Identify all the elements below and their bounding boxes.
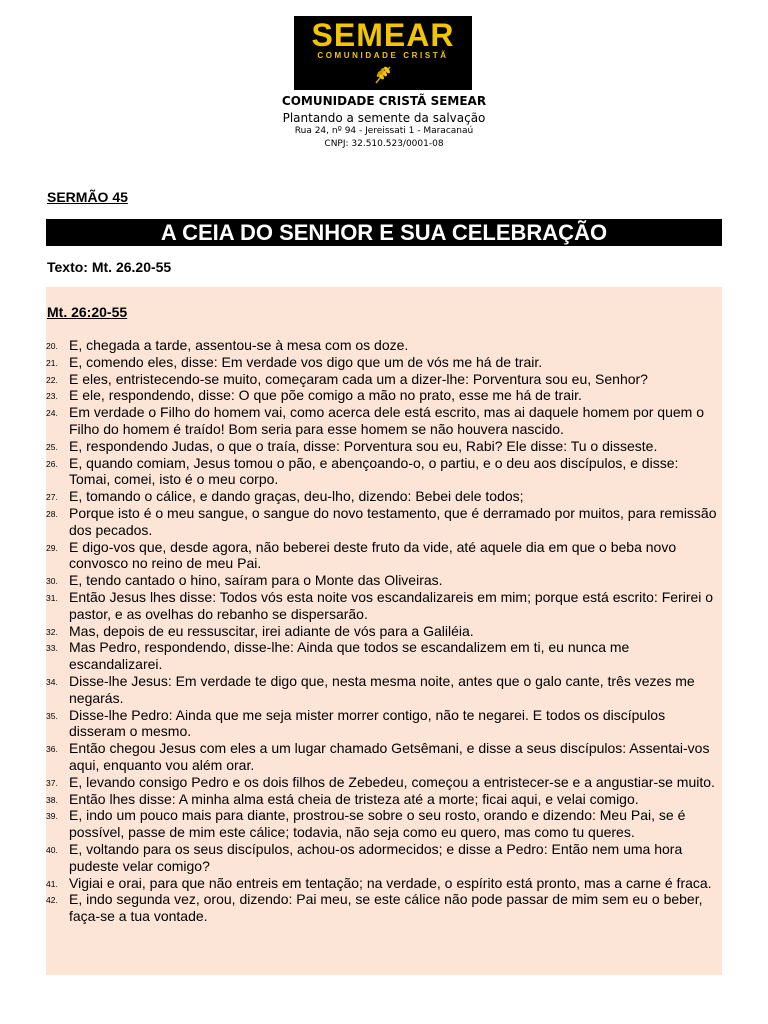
verse-item xyxy=(46,371,722,388)
verse-item xyxy=(46,539,722,573)
verse-item xyxy=(46,623,722,640)
verse-text: Mas Pedro, respondendo, disse-lhe: Ainda que todos se escandalizem em ti, eu nunca me escandalizarei. xyxy=(69,639,630,673)
verse-number: 34. xyxy=(46,676,58,687)
verse-item xyxy=(46,875,722,892)
verse-item xyxy=(46,455,722,489)
text-reference: Texto: Mt. 26.20-55 xyxy=(47,259,172,275)
verse-number: 33. xyxy=(46,643,58,654)
verse-text: Em verdade o Filho do homem vai, como acerca dele está escrito, mas ai daquele homem por quem o Filho do homem é traído! Bom seria para esse homem se não houvera nascido. xyxy=(69,404,704,437)
verse-item xyxy=(46,774,722,791)
verse-text: Disse-lhe Jesus: Em verdade te digo que, nesta mesma noite, antes que o galo cante, três vezes me negarás. xyxy=(69,672,695,706)
verse-text: Então chegou Jesus com eles a um lugar chamado Getsêmani, e disse a seus discípulos: Assentai-vos aqui, enquanto vou além orar. xyxy=(69,740,710,773)
verse-text: E, respondendo Judas, o que o traía, disse: Porventura sou eu, Rabi? Ele disse: Tu o disseste. xyxy=(69,437,658,454)
logo-name: SEMEAR xyxy=(311,17,455,53)
verse-item xyxy=(46,707,722,741)
passage-box xyxy=(46,287,722,975)
verse-number: 39. xyxy=(46,811,58,822)
org-name: COMUNIDADE CRISTÃ SEMEAR xyxy=(281,94,487,108)
verse-number: 23. xyxy=(46,391,58,402)
verse-text: E, voltando para os seus discípulos, achou-os adormecidos; e disse a Pedro: Então nem uma hora pudeste velar comigo? xyxy=(69,840,683,874)
verse-text: E, tendo cantado o hino, saíram para o Monte das Oliveiras. xyxy=(69,572,443,589)
verse-item xyxy=(46,807,722,841)
org-cnpj: CNPJ: 32.510.523/0001-08 xyxy=(324,139,444,149)
verse-number: 35. xyxy=(46,710,58,721)
verse-text: E, comendo eles, disse: Em verdade vos digo que um de vós me há de trair. xyxy=(69,353,543,370)
verse-item xyxy=(46,488,722,505)
verse-number: 36. xyxy=(46,744,58,755)
logo-subtitle: COMUNIDADE CRISTÃ xyxy=(317,51,449,60)
verse-text: E, indo um pouco mais para diante, prostrou-se sobre o seu rosto, orando e dizendo: Meu Pai, se é possível, passe de mim este cálice; todavia, não seja como eu quero, mas como tu queres. xyxy=(69,807,686,841)
verse-number: 27. xyxy=(46,492,58,503)
verse-text: Então Jesus lhes disse: Todos vós esta noite vos escandalizareis em mim; porque está escrito: Ferirei o pastor, e as ovelhas do rebanho se dispersarão. xyxy=(69,588,714,622)
verse-number: 41. xyxy=(46,878,58,889)
verse-number: 21. xyxy=(46,357,58,368)
verse-text: Porque isto é o meu sangue, o sangue do novo testamento, que é derramado por muitos, para remissão dos pecados. xyxy=(69,504,717,538)
verse-text: E ele, respondendo, disse: O que põe comigo a mão no prato, esse me há de trair. xyxy=(69,387,582,404)
verse-number: 22. xyxy=(46,374,58,385)
verse-item xyxy=(46,740,722,774)
sermon-number: SERMÃO 45 xyxy=(47,189,128,205)
church-logo xyxy=(294,16,472,90)
verse-number: 24. xyxy=(46,408,58,419)
verse-list xyxy=(46,337,722,925)
verse-item xyxy=(46,337,722,354)
verse-text: E, indo segunda vez, orou, dizendo: Pai meu, se este cálice não pode passar de mim sem eu o beber, faça-se a tua vontade. xyxy=(69,891,703,925)
verse-number: 29. xyxy=(46,542,58,553)
verse-item xyxy=(46,438,722,455)
verse-item xyxy=(46,891,722,925)
verse-item xyxy=(46,791,722,808)
sermon-title: A CEIA DO SENHOR E SUA CELEBRAÇÃO xyxy=(46,219,722,246)
verse-number: 32. xyxy=(46,626,58,637)
verse-item xyxy=(46,572,722,589)
verse-item xyxy=(46,387,722,404)
verse-text: E, chegada a tarde, assentou-se à mesa com os doze. xyxy=(69,337,409,353)
verse-text: E, levando consigo Pedro e os dois filhos de Zebedeu, começou a entristecer-se e a angustiar-se muito. xyxy=(69,773,715,790)
verse-number: 30. xyxy=(46,576,58,587)
verse-item xyxy=(46,589,722,623)
verse-text: Então lhes disse: A minha alma está cheia de tristeza até a morte; ficai aqui, e velai comigo. xyxy=(69,790,639,807)
verse-text: Disse-lhe Pedro: Ainda que me seja mister morrer contigo, não te negarei. E todos os discípulos disseram o mesmo. xyxy=(69,706,666,740)
verse-item xyxy=(46,505,722,539)
verse-number: 40. xyxy=(46,844,58,855)
verse-text: E, quando comiam, Jesus tomou o pão, e abençoando-o, o partiu, e o deu aos discípulos, e disse: Tomai, comei, isto é o meu corpo. xyxy=(69,454,679,488)
verse-item xyxy=(46,404,722,438)
verse-number: 20. xyxy=(46,341,58,351)
verse-number: 26. xyxy=(46,458,58,469)
passage-reference: Mt. 26:20-55 xyxy=(47,304,128,320)
verse-text: Mas, depois de eu ressuscitar, irei adiante de vós para a Galiléia. xyxy=(69,622,474,639)
verse-item xyxy=(46,673,722,707)
verse-number: 28. xyxy=(46,508,58,519)
verse-text: E digo-vos que, desde agora, não beberei deste fruto da vide, até aquele dia em que o beba novo convosco no reino de meu Pai. xyxy=(69,538,677,572)
org-tagline: Plantando a semente da salvação xyxy=(282,111,486,125)
verse-number: 42. xyxy=(46,895,58,906)
wheat-icon xyxy=(372,63,394,85)
verse-text: E, tomando o cálice, e dando graças, deu-lho, dizendo: Bebei dele todos; xyxy=(69,488,524,505)
verse-text: E eles, entristecendo-se muito, começaram cada um a dizer-lhe: Porventura sou eu, Senhor? xyxy=(69,370,648,387)
verse-item xyxy=(46,841,722,875)
verse-number: 25. xyxy=(46,441,58,452)
verse-item xyxy=(46,354,722,371)
org-address: Rua 24, nº 94 - Jereissati 1 - Maracanaú xyxy=(294,126,474,136)
verse-number: 37. xyxy=(46,777,58,788)
verse-number: 31. xyxy=(46,592,58,603)
verse-item xyxy=(46,639,722,673)
verse-text: Vigiai e orai, para que não entreis em tentação; na verdade, o espírito está pronto, mas a carne é fraca. xyxy=(69,874,712,891)
verse-number: 38. xyxy=(46,794,58,805)
